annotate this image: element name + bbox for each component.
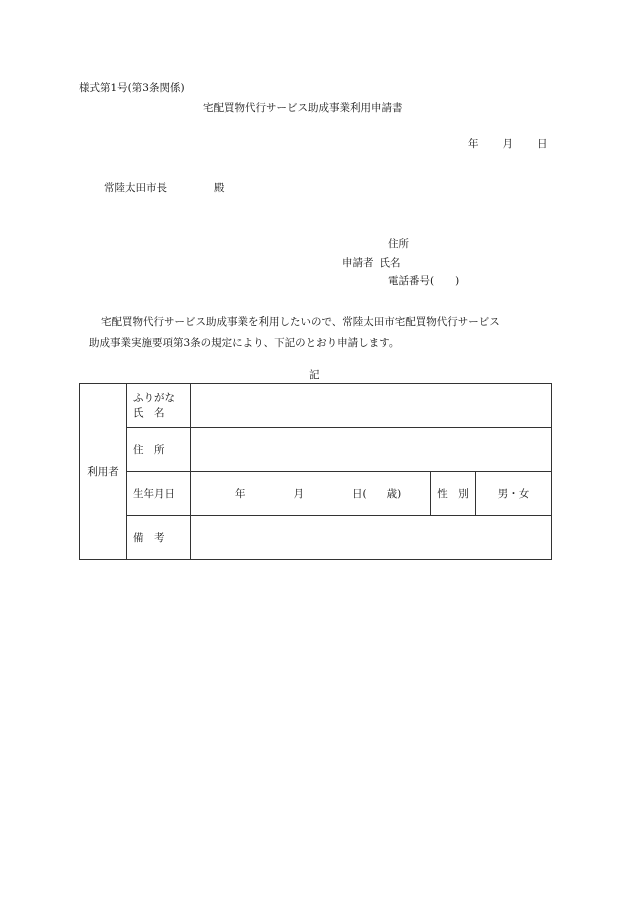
birthdate-label: 生年月日: [127, 472, 191, 516]
statement-line-2: 助成事業実施要項第3条の規定により、下記のとおり申請します。: [89, 337, 400, 349]
application-statement: [79, 312, 559, 354]
applicant-address-label: 住所: [388, 238, 409, 250]
name-field[interactable]: [191, 384, 552, 428]
user-label: 利用者: [80, 384, 127, 560]
address-label: 住 所: [127, 428, 191, 472]
form-title: 宅配買物代行サービス助成事業利用申請書: [203, 102, 403, 114]
birth-day: 日(: [352, 488, 367, 500]
birthdate-field[interactable]: [191, 472, 431, 516]
name-label: 氏 名: [133, 406, 165, 419]
date-day: 日: [537, 138, 548, 150]
birth-age: 歳): [386, 488, 402, 500]
date-line: [468, 139, 548, 150]
addressee: [104, 183, 225, 194]
sex-value[interactable]: 男・女: [476, 472, 552, 516]
remarks-field[interactable]: [191, 516, 552, 560]
sex-label: 性 別: [431, 472, 476, 516]
statement-line-1: 宅配買物代行サービス助成事業を利用したいので、常陸太田市宅配買物代行サービス: [101, 316, 500, 328]
ki-label: 記: [309, 369, 320, 381]
birth-year: 年: [235, 488, 246, 500]
birth-month: 月: [293, 488, 304, 500]
address-field[interactable]: [191, 428, 552, 472]
date-month: 月: [502, 138, 513, 150]
form-number: 様式第1号(第3条関係): [79, 82, 185, 94]
addressee-honorific: 殿: [214, 182, 225, 194]
applicant-phone-label: 電話番号( ): [388, 275, 460, 287]
name-header: [127, 384, 191, 428]
applicant-name-label: 氏名: [379, 257, 401, 269]
addressee-name: 常陸太田市長: [104, 182, 167, 194]
remarks-label: 備 考: [127, 516, 191, 560]
application-table: [79, 383, 552, 560]
date-year: 年: [468, 138, 479, 150]
applicant-role-label: 申請者: [342, 257, 374, 269]
furigana-label: ふりがな: [133, 391, 175, 404]
applicant-role: [342, 258, 401, 269]
